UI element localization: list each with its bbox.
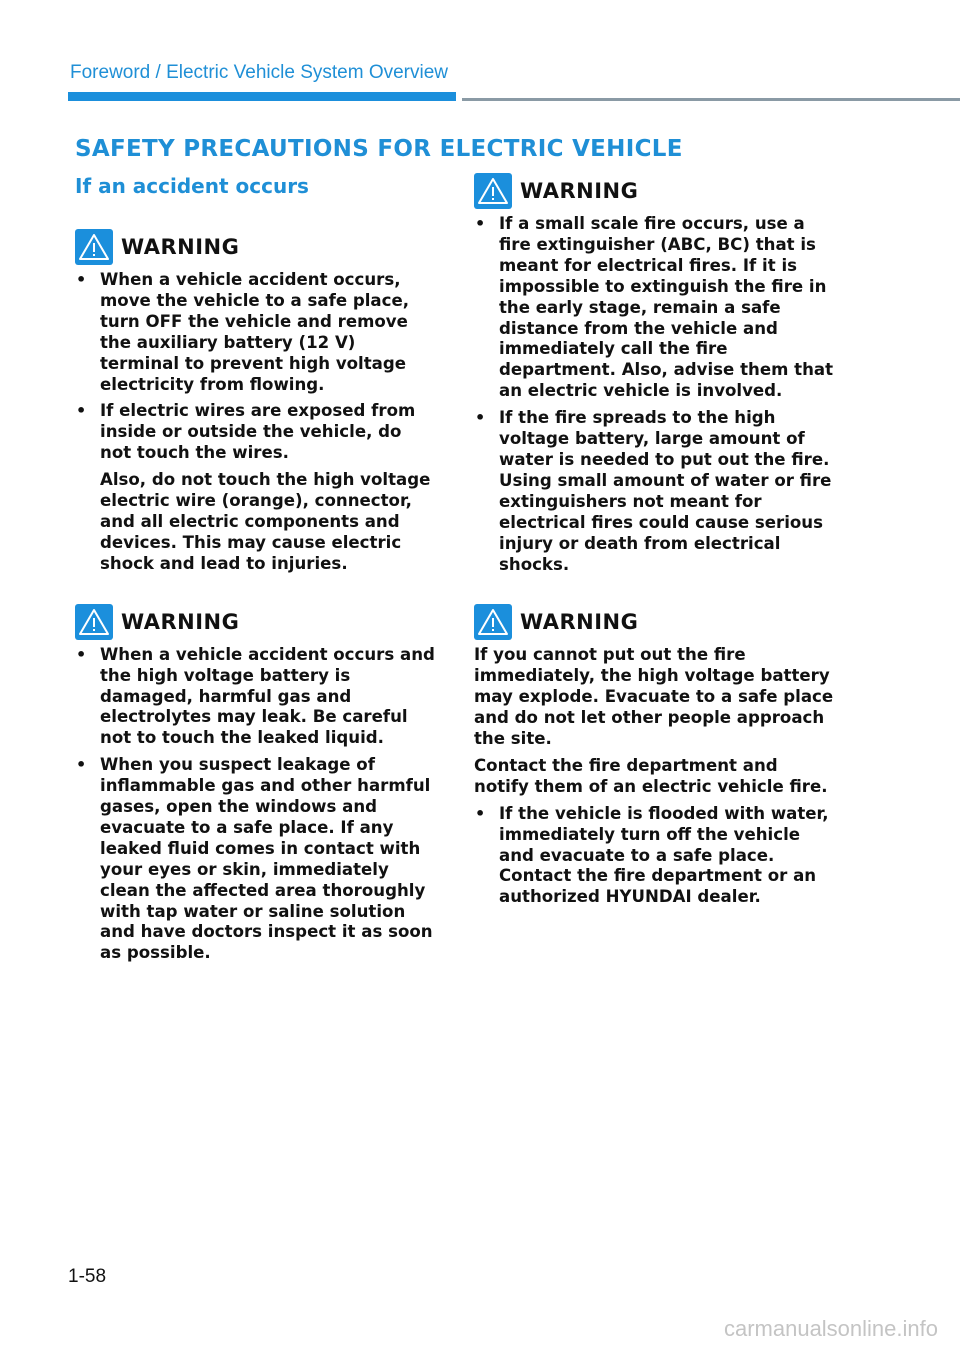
warning-triangle-icon bbox=[75, 604, 113, 640]
warning-label: WARNING bbox=[121, 609, 240, 634]
header-rule-blue bbox=[68, 92, 456, 101]
warning-triangle-icon bbox=[75, 229, 113, 265]
page-number: 1-58 bbox=[68, 1266, 107, 1287]
warning-list bbox=[75, 270, 437, 575]
warning-block-2 bbox=[75, 603, 437, 965]
list-item: • When a vehicle accident occurs, move the vehicle to a safe place, turn OFF the vehicle and remove the auxiliary battery (12 V) terminal to prevent high voltage electricity from flowing. bbox=[75, 270, 437, 395]
warning-header bbox=[474, 603, 834, 641]
warning-paragraph: If you cannot put out the fire immediately, the high voltage battery may explode. Evacuate to a safe place and do not let other people approach the site. bbox=[474, 645, 834, 749]
right-column bbox=[474, 172, 834, 936]
breadcrumb: Foreword / Electric Vehicle System Overview bbox=[70, 62, 449, 83]
warning-header bbox=[75, 603, 437, 641]
warning-block-1 bbox=[75, 228, 437, 575]
warning-paragraph: Contact the fire department and notify them of an electric vehicle fire. bbox=[474, 755, 828, 796]
warning-label: WARNING bbox=[520, 610, 639, 635]
section-title: SAFETY PRECAUTIONS FOR ELECTRIC VEHICLE bbox=[75, 136, 683, 162]
warning-block-4 bbox=[474, 603, 834, 908]
warning-triangle-icon bbox=[474, 604, 512, 640]
warning-label: WARNING bbox=[520, 179, 639, 203]
list-item: • If a small scale fire occurs, use a fire extinguisher (ABC, BC) that is meant for electrical fires. If it is impossible to extinguish the fire in the early stage, remain a safe distance from the vehicle and immediately call the fire department. Also, advise them that an electric vehicle is involved. bbox=[474, 214, 834, 402]
header-rule-gray bbox=[462, 98, 960, 101]
warning-list bbox=[75, 645, 437, 965]
list-item-continuation: Also, do not touch the high voltage electric wire (orange), connector, and all electric components and devices. This may cause electric shock and lead to injuries. bbox=[100, 470, 431, 573]
left-column bbox=[75, 228, 437, 992]
list-item: • If the fire spreads to the high voltage battery, large amount of water is needed to put out the fire. Using small amount of water or fire extinguishers not meant for electrical fires could cause serious injury or death from electrical shocks. bbox=[474, 408, 834, 575]
warning-block-3 bbox=[474, 172, 834, 575]
watermark: carmanualsonline.info bbox=[723, 1316, 938, 1341]
warning-header bbox=[75, 228, 437, 266]
warning-list bbox=[474, 804, 834, 909]
warning-list bbox=[474, 214, 834, 575]
warning-header bbox=[474, 172, 834, 210]
list-item: • When a vehicle accident occurs and the high voltage battery is damaged, harmful gas and electrolytes may leak. Be careful not to touch the leaked liquid. bbox=[75, 645, 437, 750]
list-item: • When you suspect leakage of inflammable gas and other harmful gases, open the windows and evacuate to a safe place. If any leaked fluid comes in contact with your eyes or skin, immediately clean the affected area thoroughly with tap water or saline solution and have doctors inspect it as soon as possible. bbox=[75, 755, 437, 964]
list-item: • If electric wires are exposed from inside or outside the vehicle, do not touch the wires. Also, do not touch the high voltage electric wire (orange), connector, and all electric components and devices. This may cause electric shock and lead to injuries. bbox=[75, 401, 437, 574]
list-item: • If the vehicle is flooded with water, immediately turn off the vehicle and evacuate to a safe place. Contact the fire department or an authorized HYUNDAI dealer. bbox=[474, 804, 834, 909]
warning-label: WARNING bbox=[121, 235, 240, 259]
warning-triangle-icon bbox=[474, 173, 512, 209]
subsection-title: If an accident occurs bbox=[75, 174, 309, 198]
